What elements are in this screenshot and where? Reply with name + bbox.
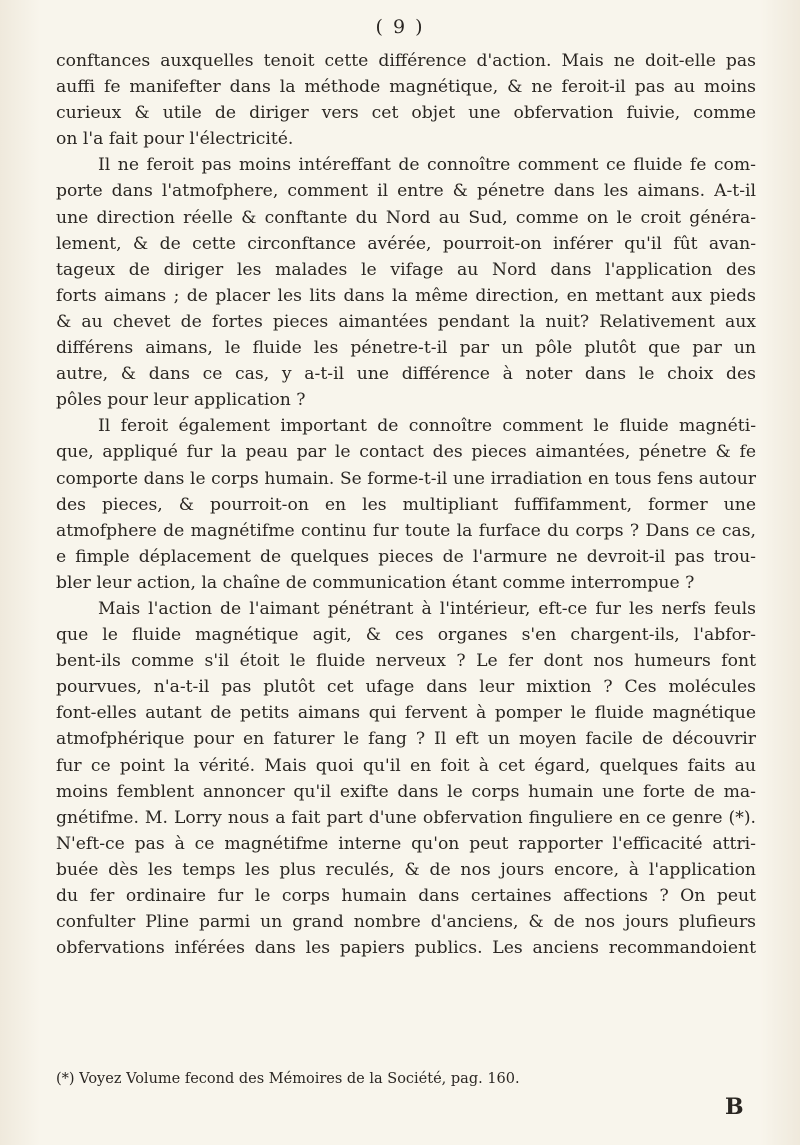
text-line: confulter Pline parmi un grand nombre d'anciens, & de nos jours plufieurs [56,912,756,933]
text-line: atmofphere de magnétifme continu fur toute la furface du corps ? Dans ce cas, [56,520,756,541]
text-line: porte dans l'atmofphere, comment il entre & pénetre dans les aimans. A-t-il [56,181,756,202]
text-line: Mais l'action de l'aimant pénétrant à l'intérieur, eft-ce fur les nerfs feuls [98,598,756,619]
text-line: pôles pour leur application ? [56,390,306,411]
text-line: lement, & de cette circonftance avérée, pourroit-on inférer qu'il fût avan- [56,233,756,254]
body-text [56,48,756,961]
text-line: du fer ordinaire fur le corps humain dans certaines affections ? On peut [56,886,756,906]
text-line: buée dès les temps les plus reculés, & de nos jours encore, à l'application [56,859,756,880]
signature-mark: B [725,1094,744,1120]
text-line: tageux de diriger les malades le vifage au Nord dans l'application des [56,259,756,280]
text-line: comporte dans le corps humain. Se forme-t-il une irradiation en tous fens autour [56,468,756,489]
page-number: ( 9 ) [375,16,425,38]
text-line: curieux & utile de diriger vers cet objet une obfervation fuivie, comme [56,103,756,124]
text-line: auffi fe manifefter dans la méthode magnétique, & ne feroit-il pas au moins [56,77,756,98]
text-line: fur ce point la vérité. Mais quoi qu'il en foit à cet égard, quelques faits au [56,755,756,776]
text-line: N'eft-ce pas à ce magnétifme interne qu'on peut rapporter l'efficacité attri- [56,833,756,854]
text-line: e fimple déplacement de quelques pieces de l'armure ne devroit-il pas trou- [56,546,756,567]
text-line: conftances auxquelles tenoit cette différence d'action. Mais ne doit-elle pas [56,51,756,71]
text-line: Il ne feroit pas moins intéreffant de connoître comment ce fluide fe com- [98,155,756,176]
text-line: différens aimans, le fluide les pénetre-t-il par un pôle plutôt que par un [56,338,756,359]
text-line: des pieces, & pourroit-on en les multipliant fuffifamment, former une [56,494,756,515]
text-line: obfervations inférées dans les papiers publics. Les anciens recommandoient [56,938,756,959]
text-line: bler leur action, la chaîne de communication étant comme interrompue ? [56,572,695,593]
text-line: que, appliqué fur la peau par le contact des pieces aimantées, pénetre & fe [56,442,756,463]
text-line: on l'a fait pour l'électricité. [56,129,294,150]
text-line: font-elles autant de petits aimans qui fervent à pomper le fluide magnétique [56,703,756,724]
text-line: & au chevet de fortes pieces aimantées pendant la nuit? Relativement aux [56,311,756,332]
text-line: moins femblent annoncer qu'il exifte dans le corps humain une forte de ma- [56,781,756,802]
text-line: pourvues, n'a-t-il pas plutôt cet ufage dans leur mixtion ? Ces molécules [56,677,756,698]
text-line: forts aimans ; de placer les lits dans la même direction, en mettant aux pieds [56,285,756,306]
text-line: gnétifme. M. Lorry nous a fait part d'une obfervation finguliere en ce genre (*). [56,807,756,828]
text-line: autre, & dans ce cas, y a-t-il une différence à noter dans le choix des [56,364,756,385]
footnote: (*) Voyez Volume fecond des Mémoires de la Société, pag. 160. [56,1071,520,1087]
text-line: Il feroit également important de connoître comment le fluide magnéti- [98,416,756,437]
text-line: bent-ils comme s'il étoit le fluide nerveux ? Le fer dont nos humeurs font [56,651,756,672]
text-line: une direction réelle & conftante du Nord au Sud, comme on le croit généra- [56,207,756,228]
text-line: que le fluide magnétique agit, & ces organes s'en chargent-ils, l'abfor- [56,625,756,646]
text-line: atmofphérique pour en faturer le fang ? Il eft un moyen facile de découvrir [56,729,756,750]
